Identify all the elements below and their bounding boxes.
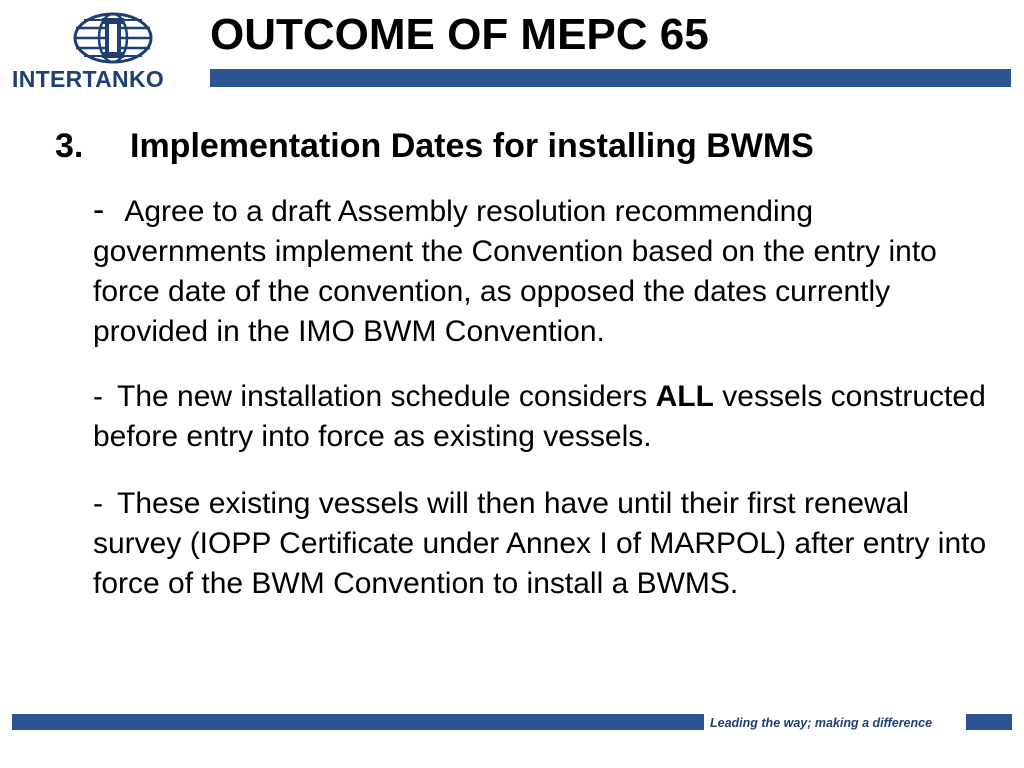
footer-divider-bar-left bbox=[12, 714, 704, 730]
section-heading-text: Implementation Dates for installing BWMS bbox=[130, 127, 814, 165]
footer-divider-bar-right bbox=[966, 714, 1012, 730]
paragraph-text: These existing vessels will then have until their first renewal survey (IOPP Certificate under Annex I of MARPOL) after entry into force of the BWM Convention to install a BWMS. bbox=[93, 487, 987, 600]
slide-title: OUTCOME OF MEPC 65 bbox=[210, 10, 709, 59]
header-divider-bar bbox=[210, 69, 1011, 87]
logo-text: INTERTANKO bbox=[12, 66, 165, 92]
intertanko-logo bbox=[10, 6, 210, 92]
bullet-paragraph-2 bbox=[93, 377, 993, 457]
footer-tagline: Leading the way; making a difference bbox=[710, 716, 933, 730]
bullet-paragraph-1 bbox=[93, 190, 993, 352]
paragraph-text-start: The new installation schedule considers bbox=[117, 380, 656, 413]
bullet-dash: - bbox=[93, 487, 103, 520]
bullet-dash: - bbox=[93, 191, 105, 229]
emphasis-text: ALL bbox=[655, 380, 714, 413]
paragraph-text: Agree to a draft Assembly resolution recommending governments implement the Convention based on the entry into force date of the convention, as opposed the dates currently provided in the IMO BWM Convention. bbox=[93, 195, 937, 348]
bullet-dash: - bbox=[93, 380, 103, 413]
section-heading bbox=[55, 127, 985, 166]
bullet-paragraph-3 bbox=[93, 484, 993, 604]
globe-logo-icon bbox=[72, 12, 154, 64]
paragraph-text-end: vessels constructed before entry into force as existing vessels. bbox=[93, 380, 986, 453]
section-number: 3. bbox=[55, 127, 84, 165]
